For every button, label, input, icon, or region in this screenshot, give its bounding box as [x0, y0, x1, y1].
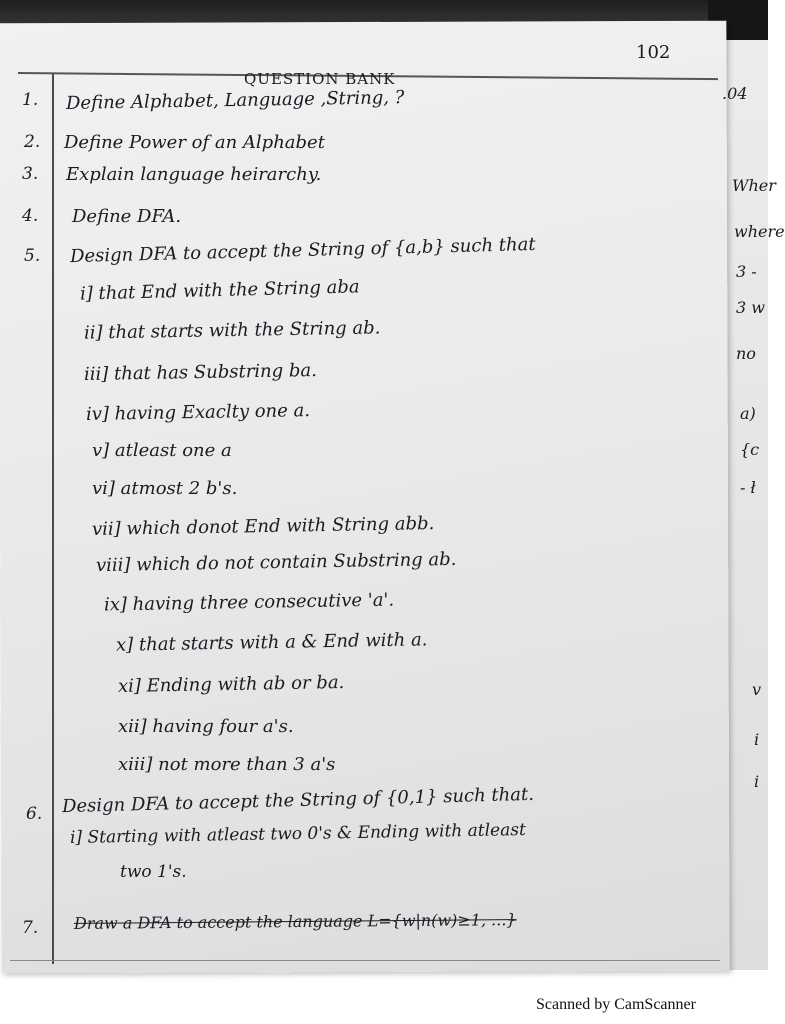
subpart-item: x] that starts with a & End with a. — [115, 629, 428, 656]
edge-fragment: where — [734, 222, 785, 241]
question-number: 1. — [22, 90, 39, 110]
question-text: Define Alphabet, Language ,String, ? — [65, 87, 405, 114]
subpart-item: v] atleast one a — [92, 440, 232, 461]
question-text: Design DFA to accept the String of {a,b} such that — [69, 233, 536, 268]
edge-fragment: .04 — [722, 84, 748, 103]
subpart-item: xii] having four a's. — [118, 716, 294, 737]
subpart-item: vii] which donot End with String abb. — [91, 513, 435, 540]
question-number: 2. — [24, 132, 41, 152]
subpart-item: xi] Ending with ab or ba. — [117, 672, 345, 697]
edge-fragment: 3 w — [736, 298, 765, 317]
edge-fragment: Wher — [732, 176, 776, 195]
question-text-struck: Draw a DFA to accept the language L={w|n(w)≥1, ...} — [73, 910, 517, 933]
edge-fragment: i — [754, 772, 760, 791]
question-number: 5. — [24, 246, 41, 266]
question-text: Define DFA. — [72, 206, 182, 227]
page-number: 102 — [636, 42, 671, 63]
question-number: 6. — [26, 804, 43, 824]
edge-fragment: i — [754, 730, 760, 749]
edge-fragment: a) — [740, 404, 756, 423]
question-text: Explain language heirarchy. — [66, 164, 322, 185]
subpart-item: vi] atmost 2 b's. — [92, 478, 238, 499]
subpart-item: iii] that has Substring ba. — [83, 359, 318, 386]
subpart-item: ix] having three consecutive 'a'. — [103, 589, 395, 616]
subpart-item: i] Starting with atleast two 0's & Ending with atleast — [69, 820, 527, 848]
page-heading: QUESTION BANK — [244, 70, 396, 88]
edge-fragment: {c — [740, 440, 760, 459]
subpart-item: xiii] not more than 3 a's — [118, 754, 336, 775]
edge-fragment: - ł — [740, 478, 756, 497]
question-number: 3. — [22, 164, 39, 184]
edge-fragment: v — [752, 680, 762, 699]
subpart-item: i] that End with the String aba — [79, 276, 360, 305]
subpart-item: ii] that starts with the String ab. — [83, 317, 381, 344]
margin-line — [52, 74, 54, 964]
footer-rule — [10, 960, 720, 961]
edge-fragment: 3 - — [736, 262, 757, 281]
subpart-item: viii] which do not contain Substring ab. — [95, 548, 457, 577]
scanner-watermark: Scanned by CamScanner — [536, 996, 696, 1013]
subpart-item: iv] having Exaclty one a. — [85, 400, 311, 425]
subpart-item: two 1's. — [120, 862, 187, 882]
question-number: 4. — [22, 206, 39, 226]
question-text: Define Power of an Alphabet — [64, 132, 325, 153]
question-number: 7. — [22, 918, 39, 938]
edge-fragment: no — [736, 344, 756, 363]
question-text: Design DFA to accept the String of {0,1} such that. — [61, 783, 535, 818]
